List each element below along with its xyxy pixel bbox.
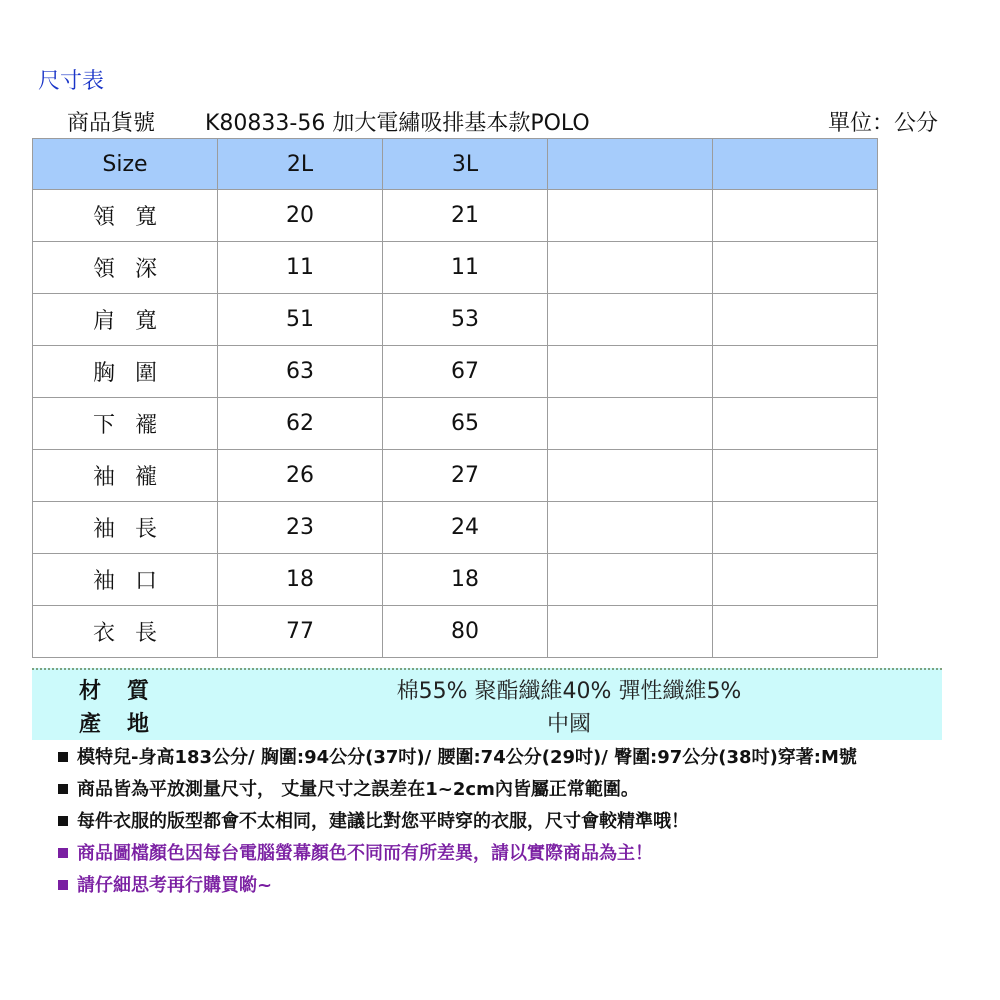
product-code-label: 商品貨號 xyxy=(67,111,156,136)
table-cell xyxy=(713,294,878,346)
table-cell xyxy=(713,398,878,450)
note-text: 模特兒-身高183公分/ 胸圍:94公分(37吋)/ 腰圍:74公分(29吋)/ 臀圍:97公分(38吋)穿著:M號 xyxy=(77,747,857,768)
table-cell: 65 xyxy=(383,398,548,450)
square-bullet-icon xyxy=(58,752,68,762)
table-cell: 63 xyxy=(218,346,383,398)
square-bullet-icon xyxy=(58,784,68,794)
unit-label: 單位：公分 xyxy=(827,111,938,136)
size-table xyxy=(32,138,878,658)
measurement-label: 袖長 xyxy=(33,502,218,554)
table-cell xyxy=(548,502,713,554)
table-cell: 24 xyxy=(383,502,548,554)
measurement-label: 下襬 xyxy=(33,398,218,450)
table-cell: 20 xyxy=(218,190,383,242)
material-label: 材質 xyxy=(79,679,176,704)
table-row xyxy=(33,190,878,242)
table-cell: 23 xyxy=(218,502,383,554)
table-cell xyxy=(548,398,713,450)
table-cell xyxy=(713,450,878,502)
table-row xyxy=(33,398,878,450)
measurement-label: 衣長 xyxy=(33,606,218,658)
table-cell: 11 xyxy=(383,242,548,294)
table-cell xyxy=(713,346,878,398)
measurement-label: 袖襱 xyxy=(33,450,218,502)
table-cell xyxy=(713,242,878,294)
notes-list xyxy=(58,742,857,902)
note-text: 商品皆為平放測量尺寸， 丈量尺寸之誤差在1~2cm內皆屬正常範圍。 xyxy=(77,779,639,800)
origin-row xyxy=(32,707,942,739)
table-row xyxy=(33,346,878,398)
table-cell xyxy=(548,242,713,294)
product-line xyxy=(67,106,590,137)
table-cell: 80 xyxy=(383,606,548,658)
table-cell xyxy=(713,502,878,554)
header-cell xyxy=(713,139,878,190)
table-cell: 67 xyxy=(383,346,548,398)
table-cell: 26 xyxy=(218,450,383,502)
measurement-label: 領寬 xyxy=(33,190,218,242)
note-item xyxy=(58,838,857,870)
size-table-header xyxy=(33,139,878,190)
note-item xyxy=(58,774,857,806)
table-cell xyxy=(548,554,713,606)
note-item xyxy=(58,806,857,838)
note-item xyxy=(58,870,857,902)
table-row xyxy=(33,502,878,554)
material-value: 棉55% 聚酯纖維40% 彈性纖維5% xyxy=(396,679,742,704)
table-row xyxy=(33,242,878,294)
table-row xyxy=(33,554,878,606)
table-cell: 62 xyxy=(218,398,383,450)
table-cell xyxy=(713,554,878,606)
header-cell: 2L xyxy=(218,139,383,190)
material-info-box xyxy=(32,668,942,740)
measurement-label: 肩寬 xyxy=(33,294,218,346)
square-bullet-icon xyxy=(58,816,68,826)
origin-label: 產地 xyxy=(79,712,176,737)
note-text: 請仔細思考再行購買喲~ xyxy=(77,875,273,896)
table-row xyxy=(33,294,878,346)
measurement-label: 胸圍 xyxy=(33,346,218,398)
note-item xyxy=(58,742,857,774)
table-cell xyxy=(548,294,713,346)
note-text: 商品圖檔顏色因每台電腦螢幕顏色不同而有所差異，請以實際商品為主！ xyxy=(77,843,653,864)
table-cell: 77 xyxy=(218,606,383,658)
table-cell xyxy=(713,606,878,658)
table-cell xyxy=(548,190,713,242)
measurement-label: 領深 xyxy=(33,242,218,294)
material-row xyxy=(32,674,942,706)
measurement-label: 袖口 xyxy=(33,554,218,606)
table-cell: 18 xyxy=(383,554,548,606)
table-row xyxy=(33,606,878,658)
origin-value: 中國 xyxy=(546,712,591,737)
table-row xyxy=(33,450,878,502)
header-cell: Size xyxy=(33,139,218,190)
table-cell: 27 xyxy=(383,450,548,502)
product-name: K80833-56 加大電繡吸排基本款POLO xyxy=(205,111,590,136)
note-text: 每件衣服的版型都會不太相同，建議比對您平時穿的衣服，尺寸會較精準哦！ xyxy=(77,811,689,832)
square-bullet-icon xyxy=(58,848,68,858)
table-cell xyxy=(548,450,713,502)
table-cell: 18 xyxy=(218,554,383,606)
table-cell: 11 xyxy=(218,242,383,294)
table-cell xyxy=(548,346,713,398)
table-cell: 51 xyxy=(218,294,383,346)
page-title: 尺寸表 xyxy=(38,69,105,94)
table-cell: 21 xyxy=(383,190,548,242)
header-cell xyxy=(548,139,713,190)
header-cell: 3L xyxy=(383,139,548,190)
table-cell xyxy=(713,190,878,242)
square-bullet-icon xyxy=(58,880,68,890)
table-cell: 53 xyxy=(383,294,548,346)
table-cell xyxy=(548,606,713,658)
